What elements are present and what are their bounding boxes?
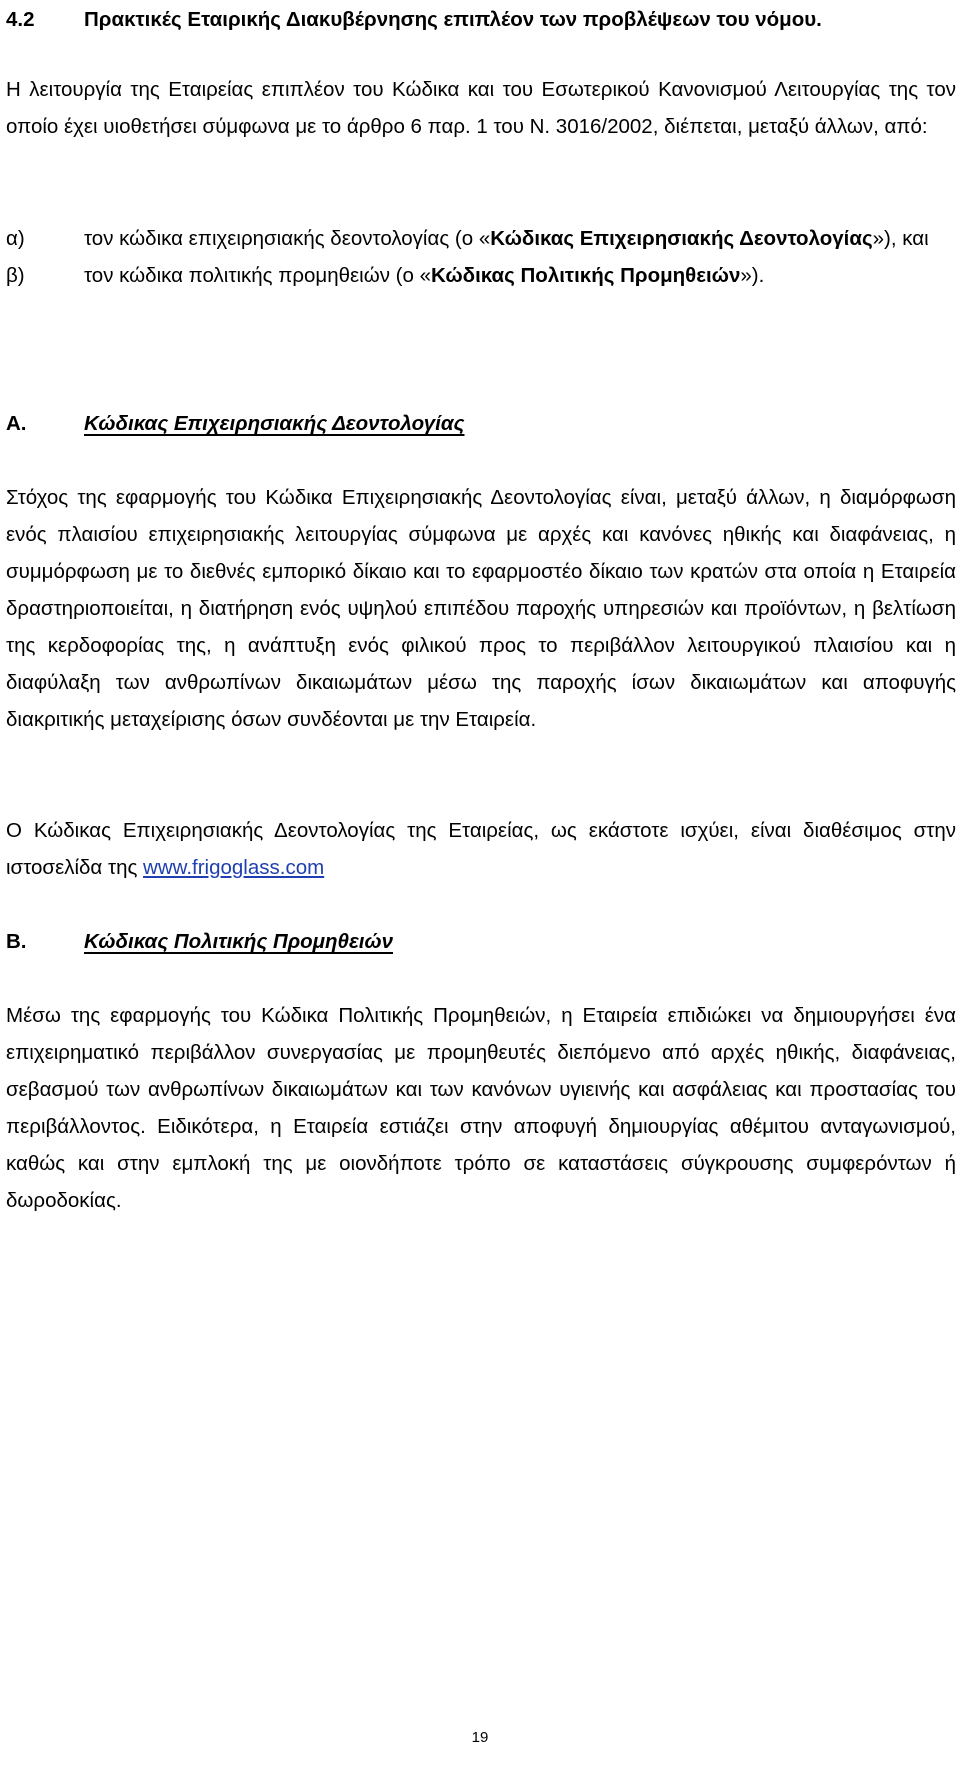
source-list <box>6 220 956 294</box>
list-item-text <box>84 220 956 257</box>
list-item <box>6 220 956 257</box>
list-marker: β) <box>6 264 25 287</box>
list-marker: α) <box>6 227 25 250</box>
page-number: 19 <box>471 1729 489 1746</box>
procurement-code-paragraph: Μέσω της εφαρμογής του Κώδικα Πολιτικής Προμηθειών, η Εταιρεία επιδιώκει να δημιουργήσει ένα επιχειρηματικό περιβάλλον συνεργασίας με προμηθευτές διεπόμενο από αρχές ηθικής, διαφάνειας, σεβασμού των ανθρωπίνων δικαιωμάτων και των κανόνων υγιεινής και ασφάλειας και προστασίας του περιβάλλοντος. Ειδικότερα, η Εταιρεία εστιάζει στην αποφυγή δημιουργίας αθέμιτου ανταγωνισμού, καθώς και στην εμπλοκή της με οιονδήποτε τρόπο σε καταστάσεις σύγκρουσης συμφερόντων ή δωροδοκίας. <box>6 1004 956 1212</box>
list-item <box>6 257 956 294</box>
ethics-code-paragraph: Στόχος της εφαρμογής του Κώδικα Επιχειρησιακής Δεοντολογίας είναι, μεταξύ άλλων, η διαμόρφωση ενός πλαισίου επιχειρησιακής λειτουργίας σύμφωνα με αρχές και κανόνες ηθικής και διαφάνειας, η συμμόρφωση με το διεθνές εμπορικό δίκαιο και το εφαρμοστέο δίκαιο των κρατών στα οποία η Εταιρεία δραστηριοποιείται, η διατήρηση ενός υψηλού επιπέδου παροχής υπηρεσιών και προϊόντων, η βελτίωση της κερδοφορίας της, η ανάπτυξη ενός φιλικού προς το περιβάλλον λειτουργικού πλαισίου και η διαφύλαξη των ανθρωπίνων δικαιωμάτων μέσω της παροχής ίσων δικαιωμάτων και αποφυγής διακριτικής μεταχείρισης όσων συνδέονται με την Εταιρεία. <box>6 486 956 731</box>
section-heading <box>6 1 822 38</box>
list-item-bold-term: Κώδικας Πολιτικής Προμηθειών <box>431 264 741 287</box>
section-number: 4.2 <box>6 8 35 31</box>
subsection-letter: Β. <box>6 930 27 953</box>
subsection-title: Κώδικας Επιχειρησιακής Δεοντολογίας <box>84 412 465 435</box>
subsection-heading-b <box>6 923 393 960</box>
list-item-text <box>84 257 956 294</box>
list-item-text-start: τον κώδικα επιχειρησιακής δεοντολογίας (ο « <box>84 227 491 250</box>
subsection-heading-a <box>6 405 464 442</box>
list-item-text-start: τον κώδικα πολιτικής προμηθειών (ο « <box>84 264 432 287</box>
ethics-code-availability-paragraph <box>6 812 956 886</box>
intro-paragraph: Η λειτουργία της Εταιρείας επιπλέον του Κώδικα και του Εσωτερικού Κανονισμού Λειτουργίας της τον οποίο έχει υιοθετήσει σύμφωνα με το άρθρο 6 παρ. 1 του Ν. 3016/2002, διέπεται, μεταξύ άλλων, από: <box>6 78 956 138</box>
list-item-text-end: »). <box>740 264 765 287</box>
subsection-letter: Α. <box>6 412 27 435</box>
subsection-title: Κώδικας Πολιτικής Προμηθειών <box>84 930 393 953</box>
list-item-text-end: »), και <box>872 227 929 250</box>
list-item-bold-term: Κώδικας Επιχειρησιακής Δεοντολογίας <box>490 227 873 250</box>
section-title: Πρακτικές Εταιρικής Διακυβέρνησης επιπλέον των προβλέψεων του νόμου. <box>84 8 822 31</box>
website-link[interactable]: www.frigoglass.com <box>143 856 325 879</box>
availability-text: Ο Κώδικας Επιχειρησιακής Δεοντολογίας της Εταιρείας, ως εκάστοτε ισχύει, είναι διαθέσιμος στην ιστοσελίδα της <box>6 819 956 879</box>
